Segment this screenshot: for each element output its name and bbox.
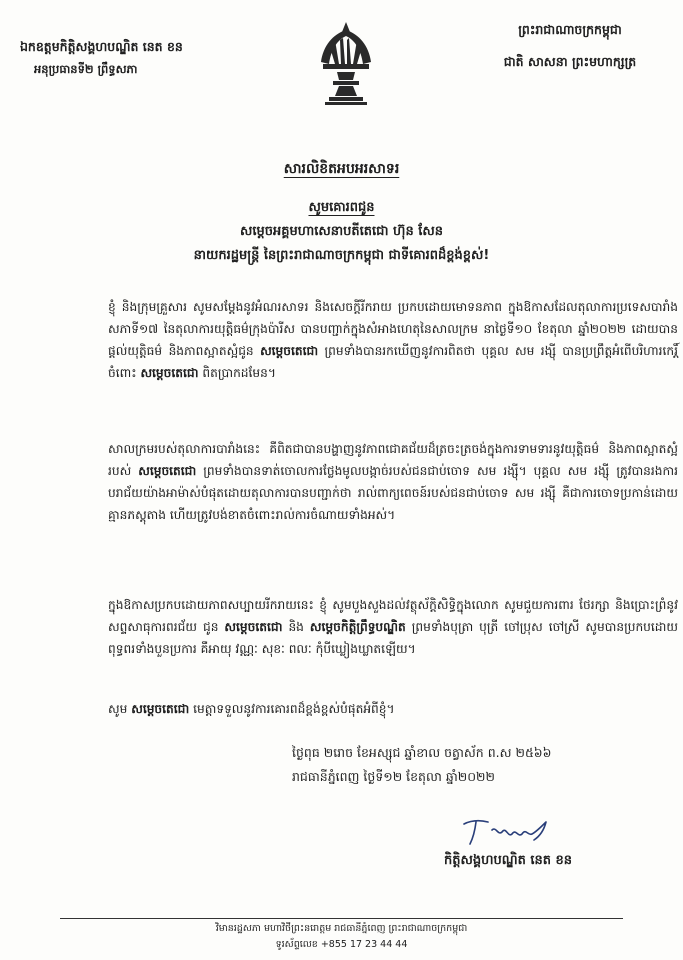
paragraph-text: ព្រមទាំងបានរកឃើញនូវការពិតថា បុគ្គល សម រង្ស៊ី បានប្រព្រឹត្តអំពើបរិហារកេរ្តិ៍ចំពោះ [108, 344, 678, 380]
paragraph-text: និង [282, 620, 310, 634]
bold-name: សម្តេចតេជោ [138, 464, 197, 478]
sender-position: អនុប្រធានទី២ ព្រឹទ្ធសភា [34, 62, 138, 76]
bold-name: សម្តេចតេជោ [224, 620, 283, 634]
letter-title-text: សារលិខិតអបអរសាទរ [283, 161, 400, 177]
kingdom-name: ព្រះរាជាណាចក្រកម្ពុជា [518, 22, 622, 37]
paragraph-2 [60, 438, 678, 578]
paragraph-text: សាលក្រមរបស់តុលាការបារាំងនេះ គឺពិតជាបានបង្ហាញនូវភាពជោគជ័យដ៏ត្រចះត្រចង់ក្នុងការទាមទារនូវយុត្តិធម៌ និងភាពស្អាតស្អំរបស់ [108, 442, 678, 478]
kingdom-header [475, 14, 665, 78]
addressee-salutation: សូមគោរពជូន [308, 200, 375, 215]
footer-divider [60, 918, 623, 919]
bold-name: សម្តេចតេជោ [131, 702, 190, 716]
paragraph-1 [60, 296, 678, 428]
footer-phone: ទូរស័ព្ទលេខ +855 17 23 44 44 [275, 939, 408, 950]
addressee-block [0, 196, 683, 268]
paragraph-text: ព្រមទាំងបានទាត់ចោលការថ្លែងមូលបង្កាច់របស់ជនជាប់ចោទ សម រង្ស៊ី។ បុគ្គល សម រង្ស៊ី ត្រូវបានរងការបរាជ័យយ៉ាងអាម៉ាស់បំផុតដោយតុលាការបានបញ្ជាក់ថា រាល់ពាក្យពេចន៍របស់ជនជាប់ចោទ សម រង្ស៊ី គឺជាការចោទប្រកាន់ដោយគ្មានភស្តុតាង ហើយត្រូវបង់ខាតចំពោះរាល់ការចំណាយទាំងអស់។ [108, 464, 678, 522]
addressee-title: នាយករដ្ឋមន្ត្រី នៃព្រះរាជាណាចក្រកម្ពុជា ជាទីគោរពដ៏ខ្ពង់ខ្ពស់! [193, 248, 490, 263]
paragraph-text: ពិតប្រាកដមែន។ [198, 366, 276, 380]
bold-name: សម្តេចតេជោ [140, 366, 199, 380]
addressee-name: សម្តេចអគ្គមហាសេនាបតីតេជោ ហ៊ុន សែន [240, 224, 443, 239]
paragraph-text: មេត្តាទទួលនូវការគោរពដ៏ខ្ពង់ខ្ពស់បំផុតអំពីខ្ញុំ។ [189, 702, 395, 716]
paragraph-text: ក្នុងឱកាសប្រកបដោយភាពសប្បាយរីករាយនេះ ខ្ញុំ សូមបួងសួងដល់វត្ថុស័ក្តិសិទ្ធិក្នុងលោក សូមជួយការពារ ថែរក្សា និងប្រោះព្រំនូវសព្ទសាធុការពរជ័យ ជូន [108, 598, 678, 634]
paragraph-text: ព្រមទាំងបុត្រា បុត្រី ចៅប្រុស ចៅស្រី សូមបានប្រកបដោយពុទ្ធពរទាំងបួនប្រការ គឺអាយុ វណ្ណៈ សុខៈ ពលៈ កុំបីឃ្លៀងឃ្លាតឡើយ។ [108, 620, 678, 656]
bold-name: សម្តេចតេជោ [260, 344, 319, 358]
paragraph-text: ខ្ញុំ និងក្រុមគ្រួសារ សូមសម្តែងនូវអំណរសាទរ និងសេចក្តីរីករាយ ប្រកបដោយមោទនភាព ក្នុងឱកាសដែលតុលាការប្រទេសបារាំង សភាទី១៧ នៃតុលាការយុត្តិធម៌ក្រុងប៉ារីស បានបញ្ជាក់ក្នុងសំអាងហេតុនៃសាលក្រម នាថ្ងៃទី១០ ខែតុលា ឆ្នាំ២០២២ ដោយបានផ្តល់យុត្តិធម៌ និងភាពស្អាតស្អំជូន [108, 300, 678, 358]
royal-emblem-icon [313, 20, 379, 106]
footer-address: វិមានរដ្ឋសភា មហាវិថីព្រះនរោត្តម រាជធានីភ្នំពេញ ព្រះរាជាណាចក្រកម្ពុជា [215, 923, 468, 934]
sender-name: ឯកឧត្តមកិត្តិសង្គហបណ្ឌិត នេត ខន [20, 39, 183, 54]
signer-name: កិត្តិសង្គហបណ្ឌិត នេត ខន [443, 853, 573, 868]
national-motto: ជាតិ សាសនា ព្រះមហាក្សត្រ [503, 54, 637, 69]
paragraph-text: សូម [108, 702, 132, 716]
bold-name: សម្តេចកិត្តិព្រឹទ្ធបណ្ឌិត [309, 620, 406, 634]
paragraph-4 [60, 698, 678, 728]
lunar-date: ថ្ងៃពុធ ២រោច ខែអស្សុជ ឆ្នាំខាល ចត្វាស័ក ព.ស ២៥៦៦ [292, 745, 552, 760]
sender-header [20, 36, 290, 80]
handwritten-signature [458, 812, 554, 848]
paragraph-3 [60, 594, 678, 682]
solar-date: រាជធានីភ្នំពេញ ថ្ងៃទី១២ ខែតុលា ឆ្នាំ២០២២ [292, 769, 495, 784]
letter-title [0, 158, 683, 180]
